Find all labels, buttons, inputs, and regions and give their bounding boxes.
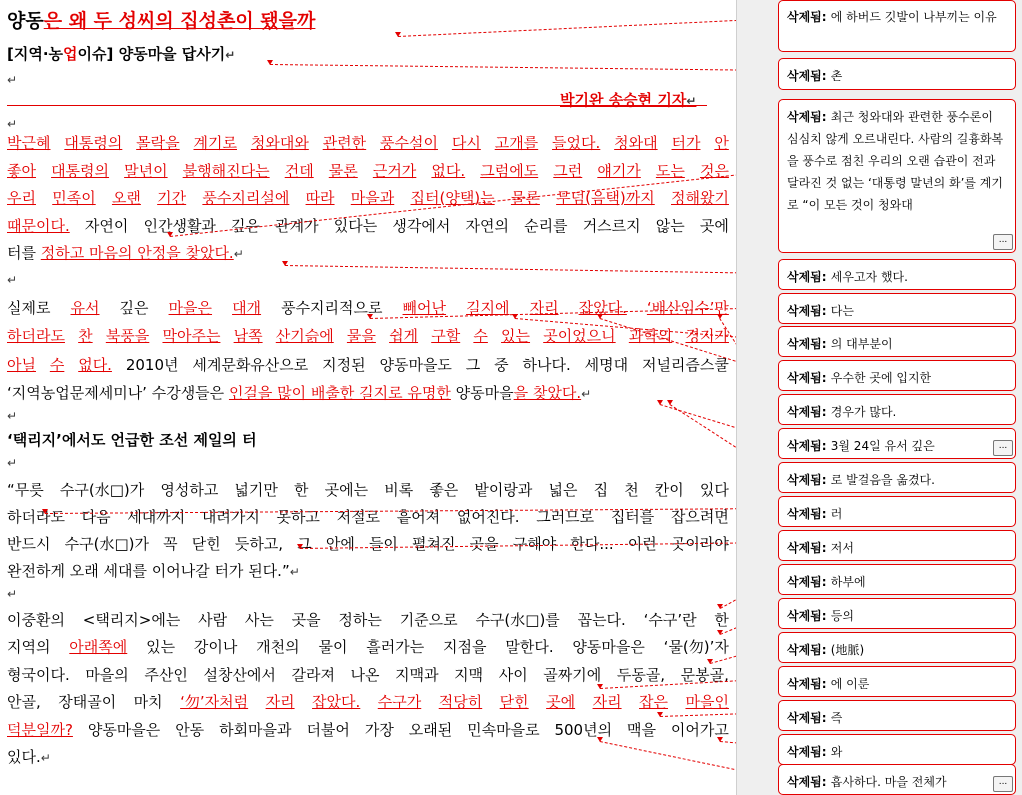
revision-balloon[interactable] bbox=[778, 700, 1016, 731]
word: 아래쪽에 bbox=[69, 638, 128, 657]
revision-balloon[interactable] bbox=[778, 99, 1016, 253]
text-run: 터를 bbox=[7, 244, 41, 262]
balloon-text: 에 이룬 bbox=[830, 677, 870, 691]
word: 북풍을 bbox=[105, 327, 150, 346]
balloon-text: 러 bbox=[830, 507, 843, 521]
word: 이어가고 bbox=[670, 720, 729, 739]
word: 2010년 bbox=[125, 355, 179, 374]
word: 유서 bbox=[70, 299, 100, 317]
word: 무덤(음택)까지 bbox=[556, 189, 655, 207]
balloon-text: 의 대부분이 bbox=[830, 337, 893, 351]
word: 풍수지리적으로 bbox=[281, 299, 383, 317]
word: 구해야 bbox=[512, 535, 557, 553]
word: 오랜 bbox=[111, 189, 141, 207]
document-subtitle[interactable] bbox=[7, 44, 729, 65]
word: 쉽게 bbox=[389, 327, 419, 346]
word: 없다. bbox=[431, 161, 466, 180]
balloon-label: 삭제됨: bbox=[787, 304, 831, 318]
balloon-text: 촌 bbox=[830, 69, 843, 83]
word: 수 bbox=[473, 327, 488, 346]
word: 없어진다. bbox=[456, 508, 520, 526]
word: 골짜기에 bbox=[543, 665, 602, 684]
text-run: 완전하게 오래 세대를 이어나갈 터가 된다.” bbox=[7, 562, 290, 580]
quote-last-line[interactable] bbox=[7, 561, 729, 582]
word: 물론 bbox=[328, 161, 358, 180]
word: 중 bbox=[494, 355, 509, 374]
word: 풍수지리설에 bbox=[202, 189, 290, 207]
word: 몰락을 bbox=[136, 134, 180, 152]
word: 얘기가 bbox=[597, 161, 641, 180]
word: 박근혜 bbox=[7, 134, 51, 152]
word: 곳에 bbox=[699, 216, 729, 235]
word: 문봉골, bbox=[680, 665, 729, 684]
word: 하더라도 bbox=[7, 508, 65, 526]
word: 펼쳐진 bbox=[412, 535, 456, 553]
word: 안골, bbox=[7, 693, 41, 712]
word: 지역의 bbox=[7, 638, 51, 657]
paragraph-mark: ↵ bbox=[7, 456, 18, 470]
word: 수구(水□)를 bbox=[475, 611, 560, 629]
balloon-text: 다는 bbox=[830, 304, 854, 318]
word: 천 bbox=[624, 481, 639, 499]
word: 물론 bbox=[510, 189, 540, 207]
text-line[interactable] bbox=[7, 161, 729, 181]
balloon-label: 삭제됨: bbox=[787, 110, 831, 124]
word: 양동마을도 bbox=[379, 355, 452, 374]
word: 계기로 bbox=[193, 134, 237, 152]
word: 사는 bbox=[244, 611, 274, 629]
balloon-label: 삭제됨: bbox=[787, 270, 831, 284]
word: 장태골이 bbox=[58, 693, 117, 712]
word: 기간 bbox=[157, 189, 187, 207]
revision-balloon[interactable] bbox=[778, 632, 1016, 663]
word: 순리를 bbox=[524, 216, 568, 235]
word: 꼽는다. bbox=[577, 611, 626, 629]
revision-balloon[interactable] bbox=[778, 394, 1016, 425]
word: 터가 bbox=[671, 134, 701, 152]
word: 오래된 bbox=[408, 720, 453, 739]
revision-balloon[interactable] bbox=[778, 360, 1016, 391]
balloon-label: 삭제됨: bbox=[787, 507, 831, 521]
word: 풍수설이 bbox=[380, 134, 438, 152]
word: 저널리즘스쿨 bbox=[641, 355, 729, 374]
balloon-text: 3월 24일 유서 깊은 bbox=[830, 439, 935, 453]
word: ‘물(勿)’자 bbox=[663, 638, 729, 657]
word: 곳에 bbox=[546, 693, 576, 712]
word: 지점을 bbox=[443, 638, 487, 657]
word: 생각에서 bbox=[392, 216, 451, 235]
word: 넓기만 bbox=[234, 481, 278, 499]
balloon-text: 세우고자 했다. bbox=[830, 270, 908, 284]
word: 사람 bbox=[198, 611, 228, 629]
word: 청와대 bbox=[614, 134, 658, 152]
balloon-more-button[interactable]: ... bbox=[993, 440, 1013, 456]
word: 수 bbox=[49, 355, 65, 374]
paragraph-mark: ↵ bbox=[7, 587, 18, 601]
word: 때문이다. bbox=[7, 216, 70, 235]
byline-text: 박기완 송승현 기자 bbox=[560, 91, 687, 109]
paragraph-4-last-line[interactable] bbox=[7, 747, 729, 768]
word: 산기슭에 bbox=[275, 327, 334, 346]
paragraph-mark: ↵ bbox=[7, 409, 18, 423]
subtitle-text: [지역·농 bbox=[7, 45, 64, 63]
word: 곳이었으니 bbox=[543, 327, 616, 346]
balloon-label: 삭제됨: bbox=[787, 69, 831, 83]
word: 빼어난 bbox=[402, 299, 447, 317]
balloon-label: 삭제됨: bbox=[787, 337, 831, 351]
word: 자연이 bbox=[84, 216, 129, 235]
word: 과학의 bbox=[628, 327, 673, 346]
word: 관계가 bbox=[275, 216, 319, 235]
word: 물을 bbox=[346, 327, 376, 346]
word: 칸이 bbox=[654, 481, 684, 499]
word: 그럼에도 bbox=[480, 161, 539, 180]
balloon-text: 경우가 많다. bbox=[830, 405, 897, 419]
word: 찬 bbox=[78, 327, 93, 346]
word: 자리 bbox=[529, 299, 559, 317]
balloon-label: 삭제됨: bbox=[787, 745, 831, 759]
word: 청와대와 bbox=[250, 134, 309, 152]
word: 안 bbox=[714, 134, 729, 152]
title-text: 양동 bbox=[7, 10, 44, 32]
word: 수구(水□)가 bbox=[64, 535, 149, 553]
balloon-label: 삭제됨: bbox=[787, 541, 831, 555]
revision-balloon[interactable] bbox=[778, 734, 1016, 765]
paragraph-mark: ↵ bbox=[686, 94, 697, 108]
balloon-text: 로 발걸음을 옮겼다. bbox=[830, 473, 935, 487]
text-run: ‘지역농업문제세미나’ 수강생들은 bbox=[7, 384, 229, 402]
word: 저절로 bbox=[336, 508, 381, 526]
text-line[interactable] bbox=[7, 637, 729, 657]
balloon-text: 최근 청와대와 관련한 풍수론이 심심치 않게 오르내린다. 사람의 길흉화복을 풍수로 점친 우리의 오랜 습관이 전과 달라진 것 없는 ‘대통령 말년의 화’를 계기로 “이 모든 것이 청와대 bbox=[787, 110, 1004, 212]
word: ‘수구’란 bbox=[643, 611, 697, 629]
word: 있는 bbox=[501, 327, 531, 346]
word: 자리 bbox=[592, 693, 622, 712]
word: 잡았다. bbox=[578, 299, 627, 317]
word: 대개 bbox=[232, 299, 262, 317]
word: 경지가 bbox=[685, 327, 729, 346]
word: 닫힌 bbox=[499, 693, 529, 712]
word: 수구(水□)가 bbox=[59, 481, 145, 499]
word: 물이 bbox=[318, 638, 348, 657]
text-line[interactable] bbox=[7, 188, 729, 208]
balloon-label: 삭제됨: bbox=[787, 711, 831, 725]
text-line[interactable] bbox=[7, 355, 729, 375]
revision-balloon[interactable] bbox=[778, 496, 1016, 527]
revision-balloon[interactable] bbox=[778, 293, 1016, 324]
word: <택리지>에는 bbox=[82, 611, 181, 629]
word: 마을은 bbox=[168, 299, 213, 317]
revision-balloon[interactable] bbox=[778, 564, 1016, 595]
text-run: 양동마을 bbox=[450, 384, 514, 402]
word: ‘勿’자처럼 bbox=[180, 693, 249, 712]
word: 주산인 bbox=[144, 665, 188, 684]
word: 수구가 bbox=[377, 693, 422, 712]
word: 강이나 bbox=[193, 638, 238, 657]
word: 사이 bbox=[498, 665, 528, 684]
word: 실제로 bbox=[7, 299, 51, 317]
word: 거스르지 bbox=[582, 216, 641, 235]
word: 한다... bbox=[570, 535, 614, 553]
word: 하회마을과 bbox=[219, 720, 292, 739]
word: 듯하고, bbox=[234, 535, 284, 553]
revision-balloon[interactable] bbox=[778, 764, 1016, 795]
balloon-text: 즉 bbox=[830, 711, 843, 725]
balloon-label: 삭제됨: bbox=[787, 643, 831, 657]
balloon-label: 삭제됨: bbox=[787, 575, 831, 589]
word: 적당히 bbox=[438, 693, 483, 712]
balloon-more-button[interactable]: ... bbox=[993, 234, 1013, 250]
word: 곳이라야 bbox=[670, 535, 729, 553]
revision-balloon[interactable] bbox=[778, 326, 1016, 357]
word: 자리 bbox=[265, 693, 295, 712]
word: 인간생활과 bbox=[143, 216, 216, 235]
paragraph-mark: ↵ bbox=[225, 48, 236, 62]
word: 세대까지 bbox=[127, 508, 186, 526]
section-heading-text: ‘택리지’에서도 언급한 조선 제일의 터 bbox=[7, 431, 257, 449]
text-line[interactable] bbox=[7, 610, 729, 630]
word: 형국이다. bbox=[7, 665, 70, 684]
word: 세명대 bbox=[584, 355, 629, 374]
word: 좋은 bbox=[429, 481, 459, 499]
balloon-text: 흡사하다. 마을 전체가 bbox=[830, 775, 947, 789]
revision-balloon[interactable] bbox=[778, 530, 1016, 561]
word: 곳에는 bbox=[324, 481, 369, 499]
word: 이중환의 bbox=[7, 611, 65, 629]
revision-balloon[interactable] bbox=[778, 0, 1016, 52]
word: 없다. bbox=[78, 355, 112, 374]
word: 우리 bbox=[7, 189, 36, 207]
word: 불행해진다는 bbox=[182, 161, 270, 180]
word: 집터를 bbox=[610, 508, 655, 526]
word: 그러므로 bbox=[536, 508, 595, 526]
word: 두동골, bbox=[616, 665, 666, 684]
word: 남쪽 bbox=[233, 327, 263, 346]
word: 안에 bbox=[325, 535, 355, 553]
balloon-label: 삭제됨: bbox=[787, 775, 831, 789]
word: 꼭 bbox=[163, 535, 178, 553]
word: 흩어져 bbox=[396, 508, 441, 526]
word: 양동마을은 bbox=[572, 638, 645, 657]
section-heading[interactable] bbox=[7, 430, 729, 450]
paragraph-mark: ↵ bbox=[40, 751, 51, 765]
balloon-label: 삭제됨: bbox=[787, 439, 831, 453]
balloon-text: 에 하버드 깃발이 나부끼는 이유 bbox=[830, 10, 997, 24]
paragraph-mark: ↵ bbox=[289, 565, 300, 579]
word: 흘러가는 bbox=[366, 638, 425, 657]
balloon-label: 삭제됨: bbox=[787, 371, 831, 385]
word: 영성하고 bbox=[160, 481, 219, 499]
balloon-text: (地脈) bbox=[830, 643, 865, 657]
word: 좋아 bbox=[7, 161, 36, 180]
word: 밭이랑과 bbox=[474, 481, 533, 499]
balloon-text: 우수한 곳에 입지한 bbox=[830, 371, 932, 385]
balloon-text: 저서 bbox=[830, 541, 854, 555]
word: 하나다. bbox=[522, 355, 571, 374]
word: 설창산에서 bbox=[203, 665, 276, 684]
inserted-text-run: 정하고 마음의 안정을 찾았다. bbox=[40, 244, 234, 262]
word: 고개를 bbox=[494, 134, 539, 152]
word: 것은 bbox=[699, 161, 729, 180]
paragraph-mark: ↵ bbox=[7, 117, 18, 131]
word: 마치 bbox=[133, 693, 163, 712]
word: 않는 bbox=[655, 216, 685, 235]
inserted-text-run: 인걸을 많이 배출한 길지로 유명한 bbox=[228, 384, 451, 402]
revision-balloon[interactable] bbox=[778, 462, 1016, 493]
word: 따라 bbox=[305, 189, 335, 207]
word: ‘배산임수’만 bbox=[646, 299, 729, 317]
revision-balloon[interactable] bbox=[778, 666, 1016, 697]
word: 개천의 bbox=[256, 638, 300, 657]
balloon-label: 삭제됨: bbox=[787, 609, 831, 623]
balloon-label: 삭제됨: bbox=[787, 677, 831, 691]
word: 대통령의 bbox=[64, 134, 123, 152]
word: 마을의 bbox=[85, 665, 129, 684]
paragraph-mark: ↵ bbox=[7, 273, 18, 287]
word: 갈라져 bbox=[291, 665, 335, 684]
word: 구할 bbox=[431, 327, 461, 346]
word: 잡으려면 bbox=[670, 508, 729, 526]
balloon-text: 와 bbox=[830, 745, 843, 759]
word: 안동 bbox=[175, 720, 205, 739]
word: 500년의 bbox=[554, 720, 613, 739]
text-line[interactable] bbox=[7, 326, 729, 346]
word: 들었다. bbox=[552, 134, 601, 152]
word: 세계문화유산으로 bbox=[192, 355, 309, 374]
revision-balloon[interactable] bbox=[778, 598, 1016, 629]
word: 말한다. bbox=[505, 638, 554, 657]
word: 마을과 bbox=[350, 189, 395, 207]
word: 길지에 bbox=[466, 299, 510, 317]
byline[interactable] bbox=[560, 90, 710, 111]
text-line[interactable] bbox=[7, 720, 729, 740]
word: 가장 bbox=[364, 720, 394, 739]
word: 한 bbox=[294, 481, 309, 499]
word: 민족이 bbox=[52, 189, 96, 207]
revision-balloon[interactable] bbox=[778, 259, 1016, 290]
word: 못하고 bbox=[276, 508, 320, 526]
word: 그 bbox=[297, 535, 312, 553]
word: 건데 bbox=[284, 161, 314, 180]
balloon-label: 삭제됨: bbox=[787, 473, 831, 487]
word: 덕분일까? bbox=[7, 720, 73, 739]
word: 도는 bbox=[655, 161, 685, 180]
word: 근거가 bbox=[372, 161, 417, 180]
title-inserted-text: 은 왜 두 성씨의 집성촌이 됐을까 bbox=[43, 10, 316, 32]
word: 그 bbox=[465, 355, 481, 374]
text-line[interactable] bbox=[7, 216, 729, 236]
inserted-text-run: 을 찾았다. bbox=[513, 384, 582, 402]
word: 넓은 bbox=[548, 481, 578, 499]
word: 집 bbox=[593, 481, 609, 499]
word: 맥을 bbox=[627, 720, 656, 739]
subtitle-text-rest: 이슈] 양동마을 답사기 bbox=[77, 45, 226, 63]
word: 말년이 bbox=[124, 161, 168, 180]
balloon-text: 등의 bbox=[830, 609, 854, 623]
subtitle-inserted-text: 업 bbox=[63, 45, 78, 63]
paragraph-mark: ↵ bbox=[7, 73, 18, 87]
word: 곳을 bbox=[291, 611, 321, 629]
word: 더불어 bbox=[306, 720, 350, 739]
word: 기준으로 bbox=[399, 611, 458, 629]
word: 자연의 bbox=[465, 216, 509, 235]
word: 잡은 bbox=[639, 693, 669, 712]
balloon-label: 삭제됨: bbox=[787, 10, 831, 24]
balloon-label: 삭제됨: bbox=[787, 405, 831, 419]
word: 관련한 bbox=[322, 134, 367, 152]
word: 정하는 bbox=[338, 611, 382, 629]
word: 마을인 bbox=[685, 693, 729, 712]
word: 있는 bbox=[146, 638, 176, 657]
word: 반드시 bbox=[7, 535, 51, 553]
word: 지맥과 bbox=[395, 665, 439, 684]
word: 다시 bbox=[451, 134, 481, 152]
word: 아닐 bbox=[7, 355, 36, 374]
word: 그런 bbox=[553, 161, 583, 180]
text-run: 있다. bbox=[7, 748, 41, 766]
word: 하더라도 bbox=[7, 327, 65, 346]
word: 정해왔기 bbox=[671, 189, 729, 207]
word: 닫힌 bbox=[191, 535, 221, 553]
word: 집터(양택)는 bbox=[410, 189, 495, 207]
word: 다음 bbox=[81, 508, 111, 526]
word: 내려가지 bbox=[201, 508, 260, 526]
word: 깊은 bbox=[231, 216, 261, 235]
document-title[interactable] bbox=[7, 8, 729, 34]
word: 곳을 bbox=[469, 535, 499, 553]
revision-balloon[interactable] bbox=[778, 428, 1016, 459]
revision-balloon[interactable] bbox=[778, 58, 1016, 90]
text-line[interactable] bbox=[7, 665, 729, 685]
word: 대통령의 bbox=[51, 161, 110, 180]
word: 한 bbox=[714, 611, 729, 629]
word: 있다 bbox=[699, 481, 729, 499]
word: 있다는 bbox=[333, 216, 378, 235]
paragraph-1-last-line[interactable] bbox=[7, 243, 729, 264]
text-line[interactable] bbox=[7, 133, 729, 153]
word: 깊은 bbox=[119, 299, 149, 317]
word: 잡았다. bbox=[312, 693, 361, 712]
word: 민속마을로 bbox=[467, 720, 540, 739]
paragraph-mark: ↵ bbox=[581, 387, 592, 401]
word: 지정된 bbox=[322, 355, 366, 374]
word: 이런 bbox=[627, 535, 657, 553]
word: “무릇 bbox=[7, 481, 44, 499]
word: 지맥 bbox=[454, 665, 484, 684]
word: 나온 bbox=[350, 665, 380, 684]
paragraph-mark: ↵ bbox=[233, 247, 244, 261]
text-line[interactable] bbox=[7, 692, 729, 712]
word: 막아주는 bbox=[162, 327, 221, 346]
word: 양동마을은 bbox=[87, 720, 161, 739]
balloon-more-button[interactable]: ... bbox=[993, 776, 1013, 792]
paragraph-2-last-line[interactable] bbox=[7, 383, 729, 404]
word: 들이 bbox=[368, 535, 398, 553]
balloon-text: 하부에 bbox=[830, 575, 866, 589]
text-line[interactable] bbox=[7, 480, 729, 500]
word: 비록 bbox=[384, 481, 414, 499]
